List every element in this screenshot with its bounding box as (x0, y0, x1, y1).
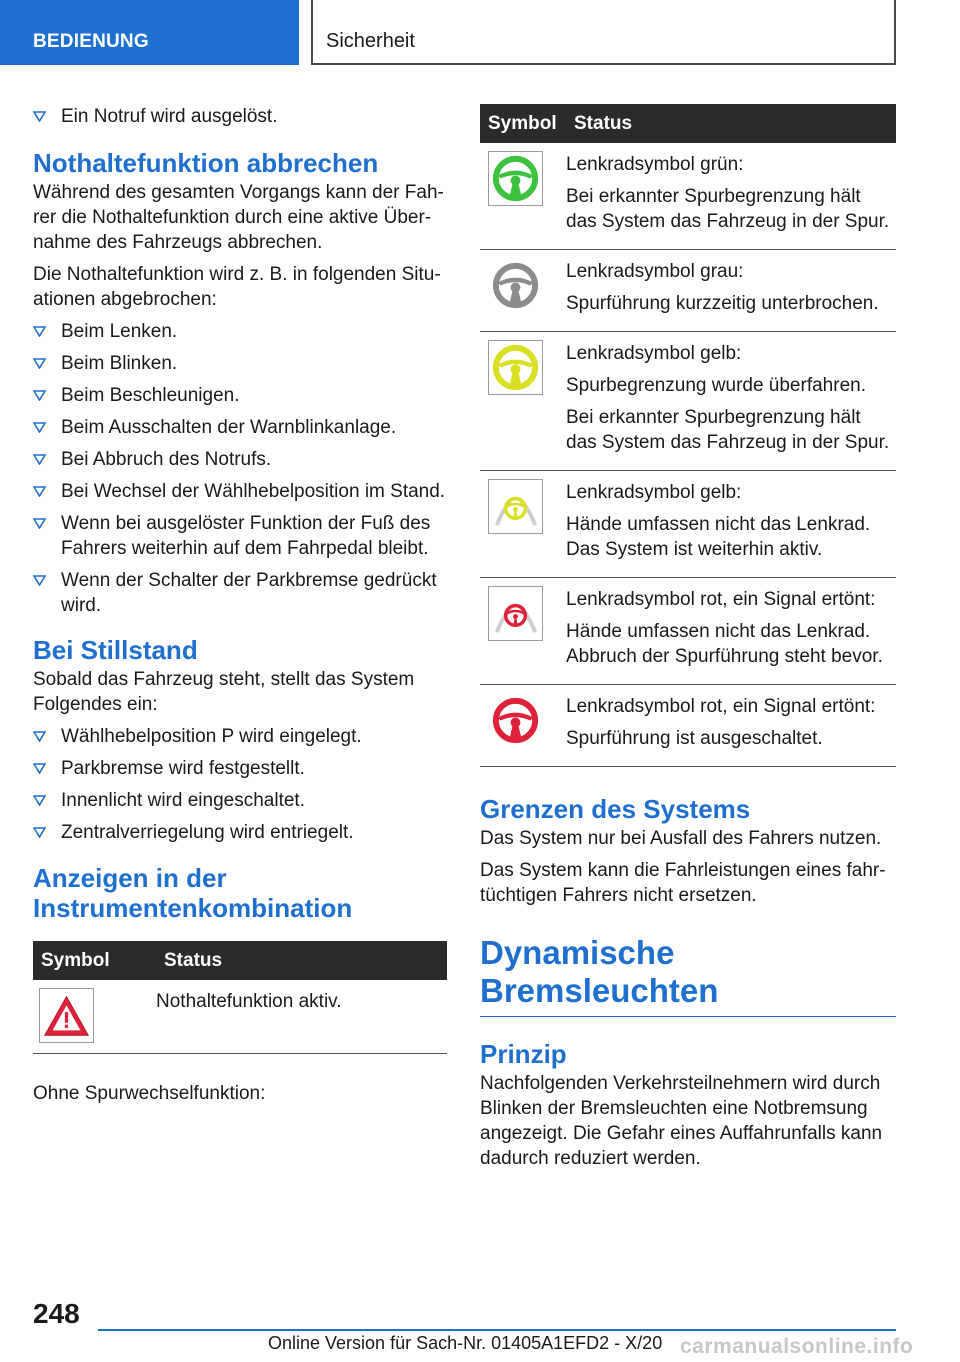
status-text: Lenkradsymbol grau: (566, 261, 744, 282)
status-text: Nothaltefunktion aktiv. (156, 991, 342, 1012)
table-row (480, 332, 896, 471)
list-item: Wenn der Schalter der Parkbremse gedrückt wird. (33, 568, 447, 618)
stillstand-list (33, 724, 447, 845)
hands-off-yellow-icon (488, 479, 543, 534)
heading-grenzen: Grenzen des Systems (480, 794, 751, 824)
list-item: Innenlicht wird eingeschaltet. (33, 788, 447, 813)
steering-wheel-yellow-icon (488, 340, 543, 395)
status-text: Spurbegrenzung wurde überfahren. (566, 375, 866, 396)
status-text: Lenkradsymbol grün: (566, 154, 744, 175)
status-text: Spurführung ist ausgeschaltet. (566, 728, 823, 749)
heading-dynamische-bremsleuchten: Dynamische Bremsleuchten (480, 934, 719, 1009)
bullet-triangle-icon (33, 486, 46, 497)
right-column (480, 104, 896, 1178)
paragraph: Die Nothaltefunktion wird z. B. in folgenden Situationen abgebrochen: (33, 264, 441, 310)
status-text: Hände umfassen nicht das Lenkrad. Das System ist weiterhin aktiv. (566, 514, 871, 560)
header-chapter-box (311, 0, 896, 65)
steering-wheel-grey-icon (488, 258, 543, 313)
intro-list (33, 104, 447, 129)
bullet-triangle-icon (33, 575, 46, 586)
bullet-triangle-icon (33, 518, 46, 529)
bullet-triangle-icon (33, 358, 46, 369)
paragraph: Ohne Spurwechselfunktion: (33, 1083, 266, 1104)
list-item: Bei Wechsel der Wählhebelposition im Stand. (33, 479, 447, 504)
table-row (480, 578, 896, 685)
table-row (480, 471, 896, 578)
list-item: Ein Notruf wird ausgelöst. (33, 104, 447, 129)
table-row (480, 685, 896, 767)
list-item: Parkbremse wird festgestellt. (33, 756, 447, 781)
bullet-triangle-icon (33, 763, 46, 774)
heading-bei-stillstand: Bei Stillstand (33, 635, 198, 665)
status-text: Lenkradsymbol gelb: (566, 343, 742, 364)
list-item: Bei Abbruch des Notrufs. (33, 447, 447, 472)
header-chapter-label: Sicherheit (326, 30, 415, 52)
status-text: Lenkradsymbol rot, ein Signal ertönt: (566, 696, 876, 717)
status-text: Lenkradsymbol rot, ein Signal ertönt: (566, 589, 876, 610)
abbruch-list (33, 319, 447, 618)
status-text: Bei erkannter Spurbegrenzung hält das System das Fahrzeug in der Spur. (566, 186, 890, 232)
table-row (33, 980, 447, 1054)
steering-wheel-green-icon (488, 151, 543, 206)
header-section-label: BEDIENUNG (33, 31, 149, 52)
heading-dynamische-bremsleuchten-block (480, 934, 896, 1017)
heading-prinzip: Prinzip (480, 1039, 567, 1069)
status-text: Spurführung kurzzeitig unterbrochen. (566, 293, 879, 314)
list-item: Wählhebelposition P wird eingelegt. (33, 724, 447, 749)
heading-anzeigen: Anzeigen in der Instrumentenkombination (33, 863, 353, 923)
col-header-symbol: Symbol (480, 104, 566, 143)
steering-wheel-red-icon (488, 693, 543, 748)
page-number: 248 (33, 1298, 80, 1329)
header-section-tab (0, 0, 299, 65)
bullet-triangle-icon (33, 422, 46, 433)
footer-divider (98, 1329, 896, 1331)
bullet-triangle-icon (33, 390, 46, 401)
status-text: Bei erkannter Spurbegrenzung hält das System das Fahrzeug in der Spur. (566, 407, 890, 453)
footer-online-version: Online Version für Sach-Nr. 01405A1EFD2 - X/20 (268, 1333, 663, 1353)
status-table-lenkrad (480, 104, 896, 767)
bullet-triangle-icon (33, 827, 46, 838)
list-item: Beim Blinken. (33, 351, 447, 376)
table-row (480, 250, 896, 332)
status-text: Lenkradsymbol gelb: (566, 482, 742, 503)
paragraph: Nachfolgenden Verkehrsteilnehmern wird durch Blinken der Bremsleuchten eine Notbremsung angezeigt. Die Gefahr eines Auffahrunfalls kann dadurch reduziert werden. (480, 1073, 883, 1169)
col-header-symbol: Symbol (33, 941, 156, 980)
list-item: Beim Ausschalten der Warnblinkanlage. (33, 415, 447, 440)
status-table-nothalte (33, 941, 447, 1054)
paragraph: Das System kann die Fahrleistungen eines fahrtüchtigen Fahrers nicht ersetzen. (480, 860, 886, 906)
list-item: Zentralverriegelung wird entriegelt. (33, 820, 447, 845)
table-row (480, 143, 896, 250)
bullet-triangle-icon (33, 795, 46, 806)
watermark: carmanualsonline.info (680, 1335, 914, 1358)
list-item: Beim Beschleunigen. (33, 383, 447, 408)
list-item: Wenn bei ausgelöster Funktion der Fuß des Fahrers weiterhin auf dem Fahrpedal bleibt. (33, 511, 447, 561)
paragraph: Während des gesamten Vorgangs kann der Fahrer die Nothaltefunktion durch eine aktive Übernahme des Fahrzeugs abbrechen. (33, 182, 444, 253)
bullet-triangle-icon (33, 326, 46, 337)
status-text: Hände umfassen nicht das Lenkrad. Abbruch der Spurführung steht bevor. (566, 621, 883, 667)
col-header-status: Status (156, 941, 447, 980)
paragraph: Das System nur bei Ausfall des Fahrers nutzen. (480, 828, 882, 849)
bullet-triangle-icon (33, 454, 46, 465)
hands-off-red-icon (488, 586, 543, 641)
list-item: Beim Lenken. (33, 319, 447, 344)
bullet-triangle-icon (33, 111, 46, 122)
warning-triangle-icon (39, 988, 94, 1043)
col-header-status: Status (566, 104, 896, 143)
paragraph: Sobald das Fahrzeug steht, stellt das System Folgendes ein: (33, 669, 415, 715)
left-column (33, 104, 447, 1113)
heading-nothaltefunktion-abbrechen: Nothaltefunktion abbrechen (33, 148, 379, 178)
bullet-triangle-icon (33, 731, 46, 742)
